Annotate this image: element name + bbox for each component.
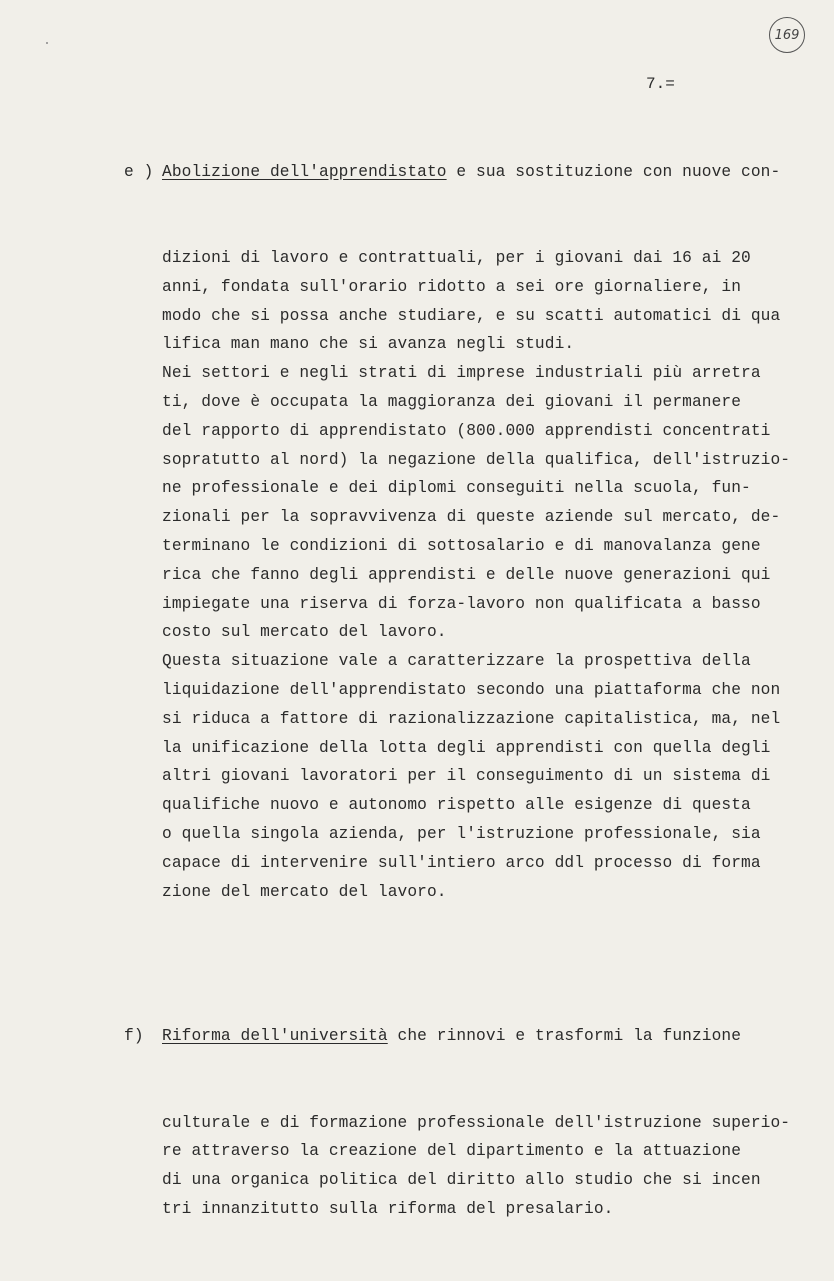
text-line: anni, fondata sull'orario ridotto a sei ore giornaliere, in — [162, 277, 742, 296]
page-number: 7.= — [646, 75, 675, 93]
text-line: la unificazione della lotta degli apprendisti con quella degli — [162, 738, 771, 757]
item-f-marker: f) — [124, 1027, 144, 1046]
item-f-first-line-rest: che rinnovi e trasformi la funzione — [387, 1027, 742, 1046]
text-line: qualifiche nuovo e autonomo rispetto alle esigenze di questa — [162, 796, 751, 815]
text-line: culturale e di formazione professionale dell'istruzione superio- — [162, 1113, 791, 1132]
text-line: altri giovani lavoratori per il conseguimento di un sistema di — [162, 767, 771, 786]
text-line: rica che fanno degli apprendisti e delle nuove generazioni qui — [162, 565, 771, 584]
text-line: si riduca a fattore di razionalizzazione capitalistica, ma, nel — [162, 709, 781, 728]
text-line: re attraverso la creazione del dipartimento e la attuazione — [162, 1142, 742, 1161]
text-line: tri innanzitutto sulla riforma del presalario. — [162, 1200, 614, 1219]
text-line: impiegate una riserva di forza-lavoro non qualificata a basso — [162, 594, 761, 613]
text-line: costo sul mercato del lavoro. — [162, 623, 447, 642]
item-e-first-line-rest: e sua sostituzione con nuove con- — [446, 162, 781, 181]
text-line: dizioni di lavoro e contrattuali, per i giovani dai 16 ai 20 — [162, 248, 751, 267]
text-line: terminano le condizioni di sottosalario e di manovalanza gene — [162, 536, 761, 555]
text-line: ne professionale e dei diplomi conseguiti nella scuola, fun- — [162, 479, 751, 498]
text-line: modo che si possa anche studiare, e su scatti automatici di qua — [162, 306, 781, 325]
item-e-first-line — [124, 158, 802, 187]
text-line: sopratutto al nord) la negazione della qualifica, dell'istruzio- — [162, 450, 791, 469]
item-e-paragraph — [162, 244, 802, 906]
item-f-title: Riforma dell'università — [162, 1027, 388, 1046]
item-f-paragraph — [162, 1109, 802, 1224]
item-f-first-line — [124, 1022, 802, 1051]
text-line: capace di intervenire sull'intiero arco ddl processo di forma — [162, 853, 761, 872]
text-line: Questa situazione vale a caratterizzare la prospettiva della — [162, 652, 751, 671]
text-line: o quella singola azienda, per l'istruzione professionale, sia — [162, 824, 761, 843]
item-e-marker: e ) — [124, 162, 154, 181]
item-e-title: Abolizione dell'apprendistato — [162, 162, 447, 181]
text-line: del rapporto di apprendistato (800.000 apprendisti concentrati — [162, 421, 771, 440]
text-line: di una organica politica del diritto allo studio che si incen — [162, 1171, 761, 1190]
paper-speck — [46, 42, 48, 44]
text-line: zione del mercato del lavoro. — [162, 882, 447, 901]
archive-stamp: 169 — [769, 17, 805, 53]
text-line: Nei settori e negli strati di imprese industriali più arretra — [162, 364, 761, 383]
text-line: ti, dove è occupata la maggioranza dei giovani il permanere — [162, 392, 742, 411]
text-line: lifica man mano che si avanza negli studi. — [162, 335, 575, 354]
body-text — [124, 100, 802, 1281]
text-line: zionali per la sopravvivenza di queste aziende sul mercato, de- — [162, 508, 781, 527]
text-line: liquidazione dell'apprendistato secondo una piattaforma che non — [162, 680, 781, 699]
